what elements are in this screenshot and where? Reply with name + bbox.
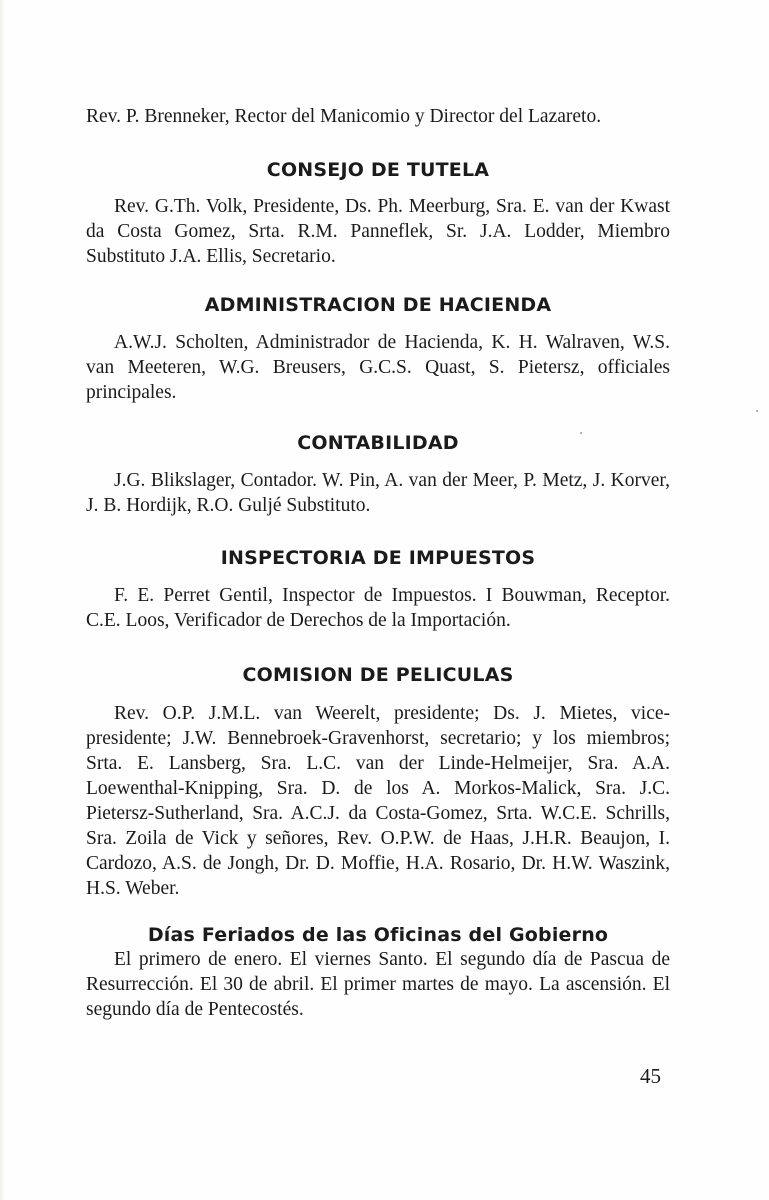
section-heading-comision-de-peliculas: COMISION DE PELICULAS [242,664,514,686]
document-body [86,104,670,1022]
section-text-dias-feriados: El primero de enero. El viernes Santo. El segundo día de Pascua de Resurrección. El 30 de abril. El primer martes de mayo. La ascensión. El segundo día de Pentecostés. [86,949,670,1020]
section-text-comision-de-peliculas: Rev. O.P. J.M.L. van Weerelt, presidente; Ds. J. Mietes, vice-presidente; J.W. Bennebroek-Gravenhorst, secretario; y los miembros; Srta. E. Lansberg, Sra. L.C. van der Linde-Helmeijer, Sra. A.A. Loewenthal-Knipping, Sra. D. de los A. Morkos-Malick, Sra. J.C. Pietersz-Sutherland, Sra. A.C.J. da Costa-Gomez, Srta. W.C.E. Schrills, Sra. Zoila de Vick y señores, Rev. O.P.W. de Haas, J.H.R. Beaujon, I. Cardozo, A.S. de Jongh, Dr. D. Moffie, H.A. Rosario, Dr. H.W. Waszink, H.S. Weber. [86,703,670,899]
page-edge [0,0,6,1200]
section-heading-administracion-de-hacienda: ADMINISTRACION DE HACIENDA [204,294,552,316]
speck-mark [756,410,758,412]
section-text-administracion-de-hacienda: A.W.J. Scholten, Administrador de Hacienda, K. H. Walraven, W.S. van Meeteren, W.G. Breusers, G.C.S. Quast, S. Pietersz, officiales principales. [86,332,670,403]
speck-mark [580,432,582,434]
section-text-contabilidad: J.G. Blikslager, Contador. W. Pin, A. van der Meer, P. Metz, J. Korver, J. B. Hordijk, R.O. Guljé Substituto. [86,470,670,516]
section-heading-contabilidad: CONTABILIDAD [297,432,459,454]
section-heading-consejo-de-tutela: CONSEJO DE TUTELA [266,159,490,181]
section-heading-inspectoria-de-impuestos: INSPECTORIA DE IMPUESTOS [220,547,536,569]
section-text-consejo-de-tutela: Rev. G.Th. Volk, Presidente, Ds. Ph. Meerburg, Sra. E. van der Kwast da Costa Gomez, Srta. R.M. Panneflek, Sr. J.A. Lodder, Miembro Substituto J.A. Ellis, Secretario. [86,196,670,267]
section-heading-dias-feriados: Días Feriados de las Oficinas del Gobierno [147,924,609,946]
intro-paragraph: Rev. P. Brenneker, Rector del Manicomio y Director del Lazareto. [86,106,602,127]
section-text-inspectoria-de-impuestos: F. E. Perret Gentil, Inspector de Impuestos. I Bouwman, Receptor. C.E. Loos, Verificador de Derechos de la Importación. [86,585,670,631]
page-number: 45 [640,1064,661,1088]
